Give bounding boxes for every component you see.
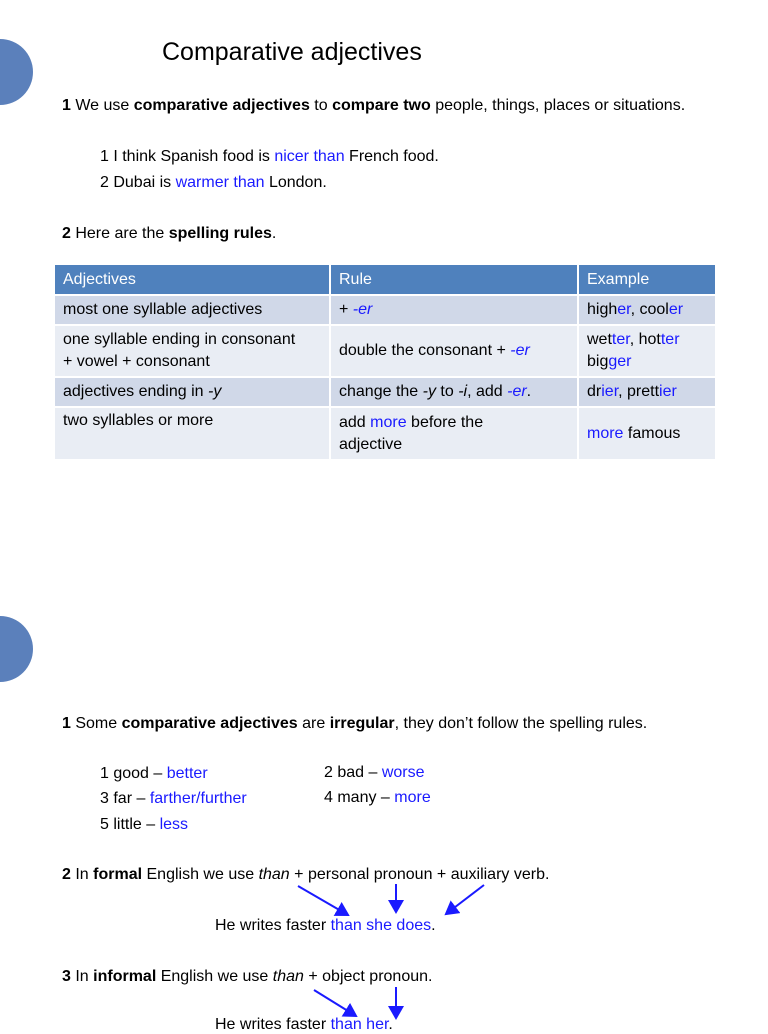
irregular-item: 1 good – better: [100, 765, 208, 782]
point-1-irregular: 1 Some comparative adjectives are irregular, they don’t follow the spelling rules.: [62, 715, 648, 732]
table-row: one syllable ending in consonant + vowel + consonant double the consonant + -er wetter, hotter bigger: [55, 325, 716, 377]
irregular-item: 3 far – farther/further: [100, 790, 247, 807]
point-2-formal: 2 In formal English we use than + personal pronoun + auxiliary verb.: [62, 866, 550, 883]
point-3-informal: 3 In informal English we use than + object pronoun.: [62, 968, 433, 985]
point-2-spelling-rules: 2 Here are the spelling rules.: [62, 225, 277, 242]
example-sentence-1: 1 I think Spanish food is nicer than French food.: [100, 148, 439, 165]
example-sentence-2: 2 Dubai is warmer than London.: [100, 174, 327, 191]
arrow-to-does: [446, 885, 484, 914]
arrow-to-than-informal: [314, 990, 356, 1016]
header-rule: Rule: [330, 265, 578, 295]
header-adjectives: Adjectives: [55, 265, 330, 295]
irregular-item: 5 little – less: [100, 816, 189, 833]
header-example: Example: [578, 265, 716, 295]
informal-example: He writes faster than her.: [215, 1016, 393, 1033]
table-row: adjectives ending in -y change the -y to -i, add -er. drier, prettier: [55, 377, 716, 407]
page-title: Comparative adjectives: [162, 38, 422, 66]
table-row: most one syllable adjectives + -er higher, cooler: [55, 295, 716, 325]
formal-example: He writes faster than she does.: [215, 917, 436, 934]
irregular-item: 2 bad – worse: [324, 764, 425, 781]
irregular-item: 4 many – more: [324, 789, 431, 806]
point-1-compare: 1 We use comparative adjectives to compare two people, things, places or situations.: [62, 97, 686, 114]
arrow-to-than: [298, 886, 348, 915]
table-row: two syllables or more add more before the adjective more famous: [55, 407, 716, 459]
